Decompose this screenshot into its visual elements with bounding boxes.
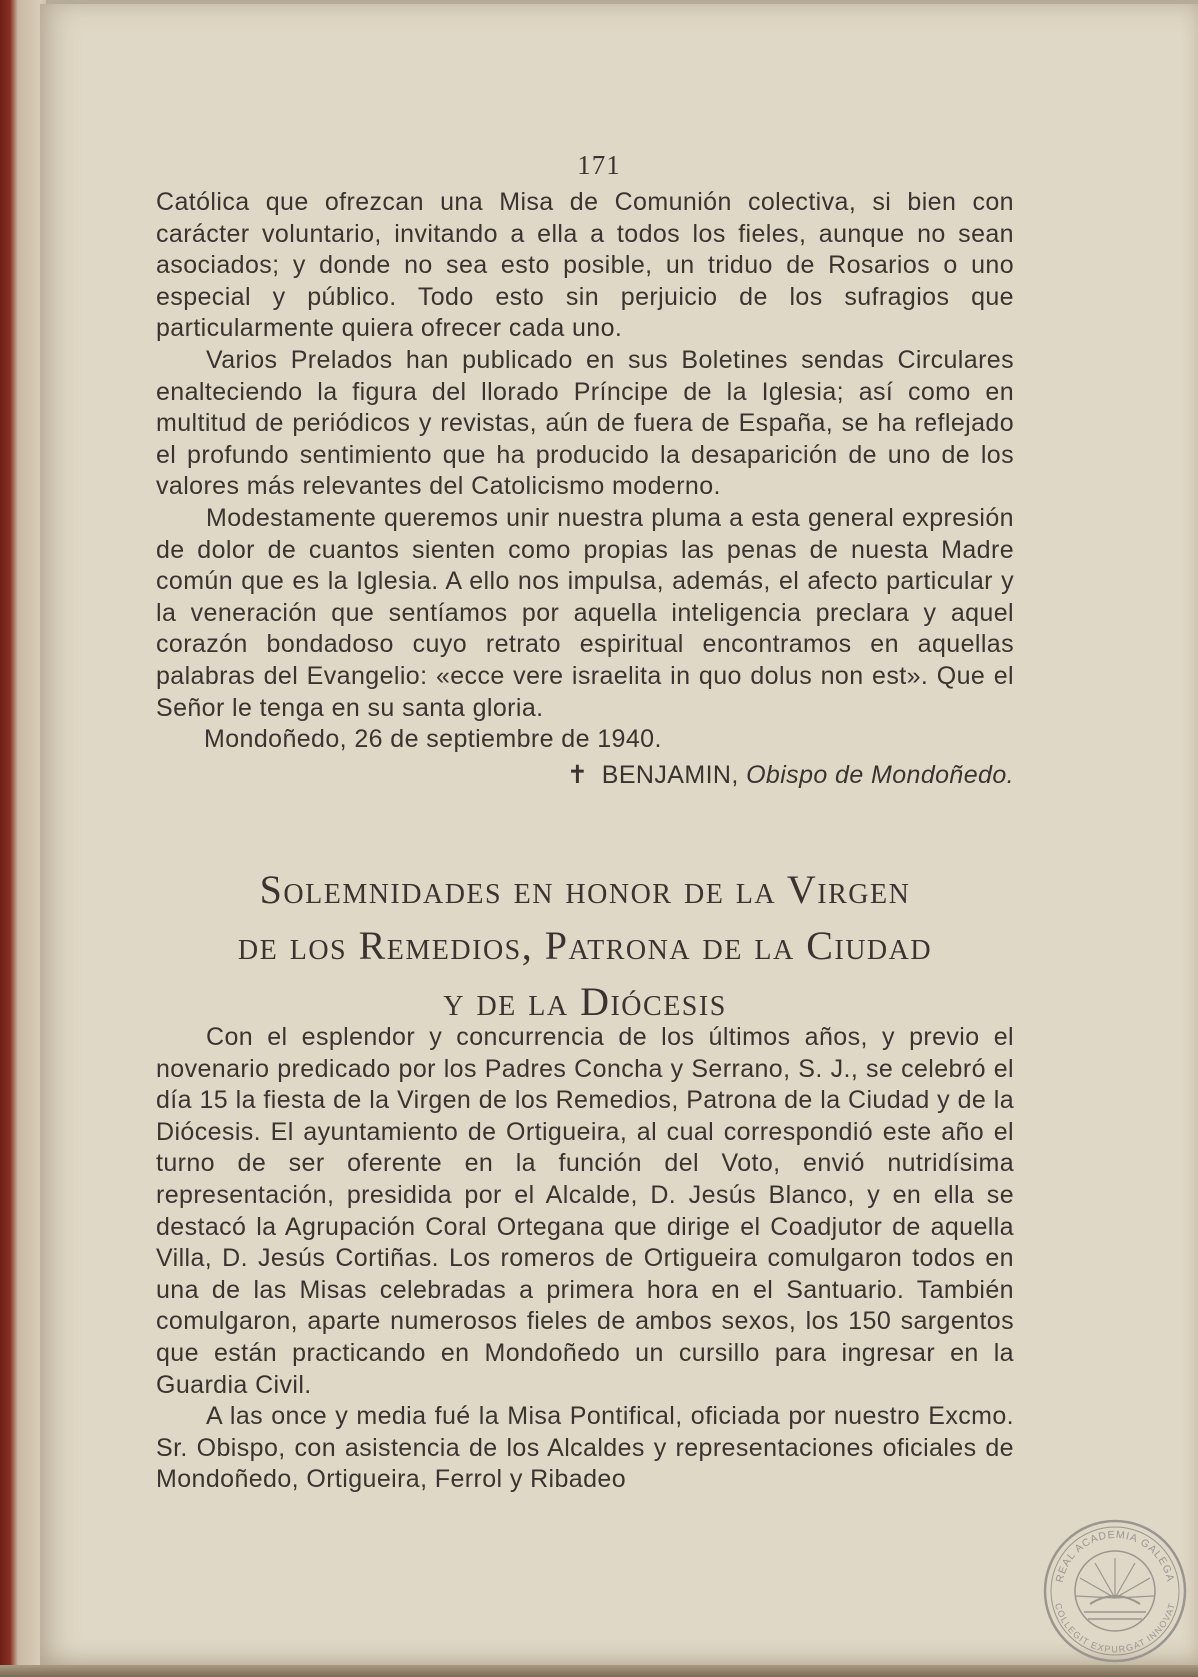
seal-bottom-text: COLLEGIT EXPURGAT INNOVAT: [1052, 1602, 1177, 1655]
heading-line: y de la Diócesis: [443, 979, 727, 1024]
date-line: Mondoñedo, 26 de septiembre de 1940.: [204, 725, 662, 754]
previous-article: [156, 187, 1014, 791]
paragraph: Con el esplendor y concurrencia de los últimos años, y previo el novenario predicado por los Padres Concha y Serrano, S. J., se celebró el día 15 la fiesta de la Virgen de los Remedios, Patrona de la Ciudad y de la Diócesis. El ayuntamiento de Ortigueira, al cual correspondió este año el turno de ser oferente en la función del Voto, envió nutridísima representación, presidida por el Alcalde, D. Jesús Blanco, y en ella se destacó la Agrupación Coral Ortegana que dirige el Coadjutor de aquella Villa, D. Jesús Cortiñas. Los romeros de Ortigueira comulgaron todos en una de las Misas celebradas a primera hora en el Santuario. También comulgaron, aparte numerosos fieles de ambos sexos, los 150 sargentos que están practicando en Mondoñedo un cursillo para ingresar en la Guardia Civil.: [156, 1023, 1014, 1399]
heading-line: de los Remedios, Patrona de la Ciudad: [237, 923, 933, 968]
article-body: [156, 1022, 1014, 1496]
academy-seal-icon: [1042, 1518, 1188, 1664]
heading-line: Solemnidades en honor de la Virgen: [259, 867, 911, 912]
seal-top-text: REAL ACADEMIA GALEGA: [1053, 1528, 1177, 1584]
page-number: 171: [577, 150, 621, 180]
signature: [156, 760, 1014, 792]
paragraph: Varios Prelados han publicado en sus Boletines sendas Circulares enalteciendo la figura del llorado Príncipe de la Iglesia; así como en multitud de periódicos y revistas, aún de fuera de España, se ha reflejado el profundo sentimiento que ha producido la desaparición de uno de los valores más relevantes del Catolicismo moderno.: [156, 345, 1014, 501]
signer-title: Obispo de Mondoñedo.: [746, 760, 1014, 789]
article-heading: [140, 862, 1030, 1030]
signer-name: BENJAMIN,: [601, 760, 739, 789]
cross-icon: ✝: [567, 760, 589, 789]
paragraph: Católica que ofrezcan una Misa de Comunión colectiva, si bien con carácter voluntario, invitando a ella a todos los fieles, aunque no sean asociados; y donde no sea esto posible, un triduo de Rosarios o uno especial y público. Todo esto sin perjuicio de los sufragios que particularmente quiera ofrecer cada uno.: [156, 188, 1014, 343]
page-bottom-edge: [0, 1665, 1198, 1677]
paragraph: A las once y media fué la Misa Pontifical, oficiada por nuestro Excmo. Sr. Obispo, con asistencia de los Alcaldes y representaciones oficiales de Mondoñedo, Ortigueira, Ferrol y Ribadeo: [156, 1402, 1014, 1494]
paragraph: Modestamente queremos unir nuestra pluma a esta general expresión de dolor de cuantos sienten como propias las penas de nuesta Madre común que es la Iglesia. A ello nos impulsa, además, el afecto particular y la veneración que sentíamos por aquella inteligencia preclara y aquel corazón bondadoso cuyo retrato espiritual encontramos en aquellas palabras del Evangelio: «ecce vere israelita in quo dolus non est». Que el Señor le tenga en su santa gloria.: [156, 503, 1014, 722]
